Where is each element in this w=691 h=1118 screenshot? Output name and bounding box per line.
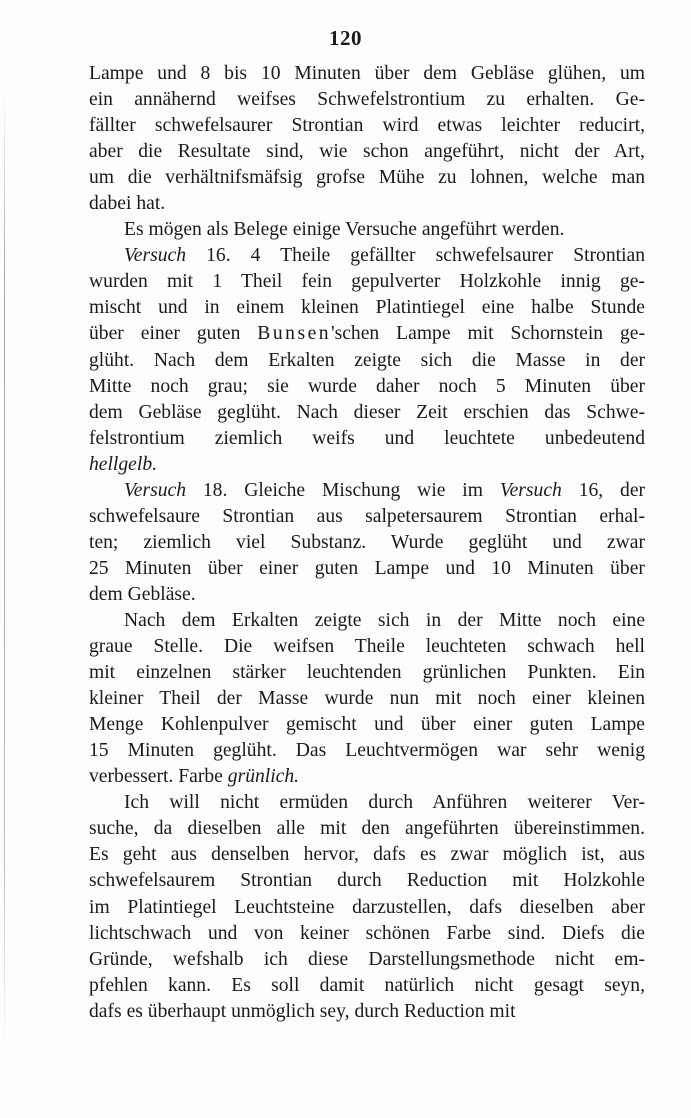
- text-line: 25 Minuten über einer guten Lampe und 10 Minuten über: [89, 557, 645, 579]
- text-line: aber die Resultate sind, wie schon angeführt, nicht der Art,: [89, 141, 645, 163]
- body-text: [89, 61, 645, 1025]
- text-line: Es geht aus denselben hervor, dafs es zwar möglich ist, aus: [89, 844, 645, 866]
- text-line: Menge Kohlenpulver gemischt und über einer guten Lampe: [89, 714, 645, 736]
- text-line: Nach dem Erkalten zeigte sich in der Mitte noch eine: [124, 609, 646, 631]
- text-line: glüht. Nach dem Erkalten zeigte sich die Masse in der: [89, 349, 646, 371]
- text-line: verbessert. Farbe grünlich.: [89, 766, 300, 788]
- text-line: um die verhältnifsmäfsig grofse Mühe zu lohnen, welche man: [89, 167, 645, 189]
- text-line: ten; ziemlich viel Substanz. Wurde geglüht und zwar: [89, 531, 645, 553]
- text-line: felstrontium ziemlich weifs und leuchtete unbedeutend: [89, 427, 646, 449]
- text-line: dafs es überhaupt unmöglich sey, durch Reduction mit: [89, 1000, 516, 1022]
- text-line: im Platintiegel Leuchtsteine darzustellen, dafs dieselben aber: [89, 896, 646, 918]
- paragraph: [89, 608, 645, 790]
- text-line: Mitte noch grau; sie wurde daher noch 5 Minuten über: [89, 375, 646, 397]
- paragraph: [89, 243, 645, 477]
- text-line: Gründe, wefshalb ich diese Darstellungsmethode nicht em-: [89, 948, 645, 970]
- paragraph: [89, 61, 645, 217]
- text-line: pfehlen kann. Es soll damit natürlich nicht gesagt seyn,: [89, 974, 646, 996]
- text-line: mit einzelnen stärker leuchtenden grünlichen Punkten. Ein: [89, 662, 645, 684]
- text-line: graue Stelle. Die weifsen Theile leuchteten schwach hell: [89, 636, 646, 658]
- text-line: Lampe und 8 bis 10 Minuten über dem Gebläse glühen, um: [89, 63, 646, 84]
- paragraph: [89, 217, 645, 243]
- text-line: ein annähernd weifses Schwefelstrontium zu erhalten. Ge-: [89, 89, 645, 111]
- text-line: suche, da dieselben alle mit den angeführten übereinstimmen.: [89, 818, 645, 840]
- text-line: Ich will nicht ermüden durch Anführen weiterer Ver-: [124, 792, 646, 814]
- paragraph: [89, 478, 645, 608]
- italic-word: hellgelb.: [89, 453, 158, 475]
- text-line: Versuch 16. 4 Theile gefällter schwefelsaurer Strontian: [124, 245, 646, 267]
- page-number: 120: [329, 26, 362, 50]
- text-line: dem Gebläse geglüht. Nach dieser Zeit erschien das Schwe-: [89, 401, 646, 423]
- text-line: lichtschwach und von keiner schönen Farbe sind. Diefs die: [89, 922, 645, 944]
- text-line: dabei hat.: [89, 193, 166, 215]
- text-line: kleiner Theil der Masse wurde nun mit noch einer kleinen: [89, 688, 646, 710]
- text-line: schwefelsaure Strontian aus salpetersaurem Strontian erhal-: [89, 505, 646, 527]
- text-line: dem Gebläse.: [89, 583, 196, 605]
- page-edge-shadow: [4, 90, 5, 1050]
- italic-word: grünlich.: [227, 766, 300, 788]
- text-line: schwefelsaurem Strontian durch Reduction mit Holzkohle: [89, 870, 645, 892]
- italic-word: Versuch: [124, 479, 187, 501]
- text-line: wurden mit 1 Theil fein gepulverter Holzkohle innig ge-: [89, 271, 645, 293]
- text-line: 15 Minuten geglüht. Das Leuchtvermögen war sehr wenig: [89, 740, 646, 762]
- italic-word: Versuch: [499, 479, 562, 501]
- text-line: [89, 452, 645, 478]
- paragraph: [89, 790, 645, 1024]
- text-line: mischt und in einem kleinen Platintiegel eine halbe Stunde: [89, 297, 645, 319]
- text-line: fällter schwefelsaurer Strontian wird etwas leichter reducirt,: [89, 115, 645, 137]
- spaced-name: Bunsen: [257, 323, 332, 345]
- text-line: über einer guten Bunsen'schen Lampe mit Schornstein ge-: [89, 323, 646, 345]
- italic-word: Versuch: [124, 245, 187, 267]
- text-line: Es mögen als Belege einige Versuche angeführt werden.: [124, 219, 565, 241]
- text-line: Versuch 18. Gleiche Mischung wie im Versuch 16, der: [124, 479, 646, 501]
